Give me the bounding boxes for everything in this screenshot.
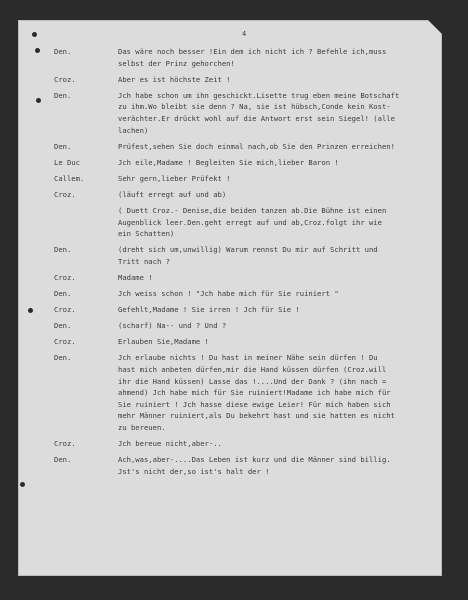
speaker-name: Den. [54, 289, 72, 299]
dialogue-line [18, 256, 442, 268]
punch-hole [32, 32, 37, 37]
dialogue-line [18, 399, 442, 411]
speaker-name: Croz. [54, 189, 76, 199]
dialogue-text: Tritt nach ? [118, 256, 170, 266]
dialogue-text: Prüfest,sehen Sie doch einmal nach,ob Sie den Prinzen erreichen! [118, 141, 395, 151]
dialogue-text: mehr Männer ruiniert,als Du bekehrt hast und sie hatten es nicht [118, 411, 395, 421]
speaker-name: Den. [54, 141, 72, 151]
dialogue-line [18, 228, 442, 240]
dialogue-text: Jst's nicht der,so ist's halt der ! [118, 466, 270, 476]
speaker-name: Croz. [54, 74, 76, 84]
dialogue-line [18, 352, 442, 364]
dialogue-text: lachen) [118, 125, 149, 135]
page-number: 4 [242, 30, 247, 38]
dialogue [18, 46, 442, 477]
dialogue-text: (läuft erregt auf und ab) [118, 189, 227, 199]
dialogue-line [18, 454, 442, 466]
speaker-name: Le Duc [54, 157, 80, 167]
dialogue-line [18, 288, 442, 300]
dialogue-line [18, 320, 442, 332]
dialogue-line [18, 376, 442, 388]
dialogue-text: Jch eile,Madame ! Begleiten Sie mich,lieber Baron ! [118, 157, 339, 167]
dialogue-line [18, 46, 442, 58]
dialogue-text: Ach,was,aber-....Das Leben ist kurz und die Männer sind billig. [118, 455, 391, 465]
dialogue-text: Erlauben Sie,Madame ! [118, 337, 209, 347]
dialogue-text: zu bereuen. [118, 423, 166, 433]
dialogue-line [18, 173, 442, 185]
dialogue-text: hast mich anbeten dürfen,mir die Hand küssen dürfen (Croz.will [118, 365, 387, 375]
dialogue-line [18, 410, 442, 422]
dialogue-line [18, 217, 442, 229]
dialogue-text: Madame ! [118, 273, 153, 282]
speaker-name: Croz. [54, 439, 76, 449]
dialogue-line [18, 58, 442, 70]
dialogue-text: ihr die Hand küssen) Lasse das !....Und der Dank ? (ihn nach = [118, 376, 387, 386]
speaker-name: Callem. [54, 173, 85, 183]
dialogue-line [18, 272, 442, 284]
dialogue-text: Jch habe schon um ihn geschickt.Lisette trug eben meine Botschaft [118, 90, 400, 100]
dialogue-line [18, 189, 442, 201]
speaker-name: Den. [54, 321, 72, 331]
dialogue-text: Jch weiss schon ! "Jch habe mich für Sie ruiniert " [118, 289, 339, 299]
folded-corner [428, 20, 442, 34]
dialogue-line [18, 336, 442, 348]
dialogue-text: (scharf) Na-- und ? Und ? [118, 321, 227, 331]
dialogue-line [18, 157, 442, 169]
dialogue-line [18, 244, 442, 256]
dialogue-line [18, 101, 442, 113]
dialogue-text: Jch erlaube nichts ! Du hast in meiner Nähe sein dürfen ! Du [118, 353, 378, 363]
dialogue-line [18, 90, 442, 102]
speaker-name: Croz. [54, 273, 76, 282]
dialogue-line [18, 74, 442, 86]
dialogue-line [18, 422, 442, 434]
dialogue-text: Gefehlt,Madame ! Sie irren ! Jch für Sie ! [118, 305, 300, 315]
dialogue-text: Sie ruiniert ! Jch hasse diese ewige Leier! Für mich haben sich [118, 399, 391, 409]
speaker-name: Den. [54, 353, 72, 363]
dialogue-line [18, 387, 442, 399]
dialogue-text: Aber es ist höchste Zeit ! [118, 74, 231, 84]
dialogue-text: ( Duett Croz.- Denise,die beiden tanzen ab.Die Bühne ist einen [118, 206, 387, 216]
speaker-name: Den. [54, 47, 72, 56]
dialogue-text: Augenblick leer.Den.geht erregt auf und ab,Croz.folgt ihr wie [118, 217, 382, 227]
dialogue-line [18, 141, 442, 153]
dialogue-text: Sehr gern,lieber Prüfekt ! [118, 173, 231, 183]
dialogue-text: Jch bereue nicht,aber-.. [118, 439, 222, 449]
dialogue-text: ein Schatten) [118, 229, 175, 239]
dialogue-line [18, 364, 442, 376]
dialogue-line [18, 304, 442, 316]
dialogue-text: ahmend) Jch habe mich für Sie ruiniert!Madame ich habe mich für [118, 388, 391, 398]
speaker-name: Den. [54, 455, 72, 465]
dialogue-line [18, 113, 442, 125]
punch-hole [20, 482, 25, 487]
dialogue-line [18, 438, 442, 450]
speaker-name: Croz. [54, 305, 76, 315]
dialogue-line [18, 125, 442, 137]
dialogue-line [18, 466, 442, 478]
dialogue-text: zu ihm.Wo bleibt sie denn ? Na, sie ist hübsch,Conde kein Kost- [118, 102, 391, 112]
speaker-name: Croz. [54, 337, 76, 347]
dialogue-text: (dreht sich um,unwillig) Warum rennst Du mir auf Schritt und [118, 245, 378, 255]
speaker-name: Den. [54, 90, 72, 100]
dialogue-text: selbst der Prinz gehorchen! [118, 58, 235, 68]
typescript-page [18, 20, 442, 576]
speaker-name: Den. [54, 245, 72, 255]
dialogue-line [18, 205, 442, 217]
dialogue-text: verächter.Er drückt wohl auf die Antwort erst sein Siegel! (alle [118, 113, 395, 123]
dialogue-text: Das wäre noch besser !Ein dem ich nicht ich ? Befehle ich,muss [118, 47, 387, 56]
